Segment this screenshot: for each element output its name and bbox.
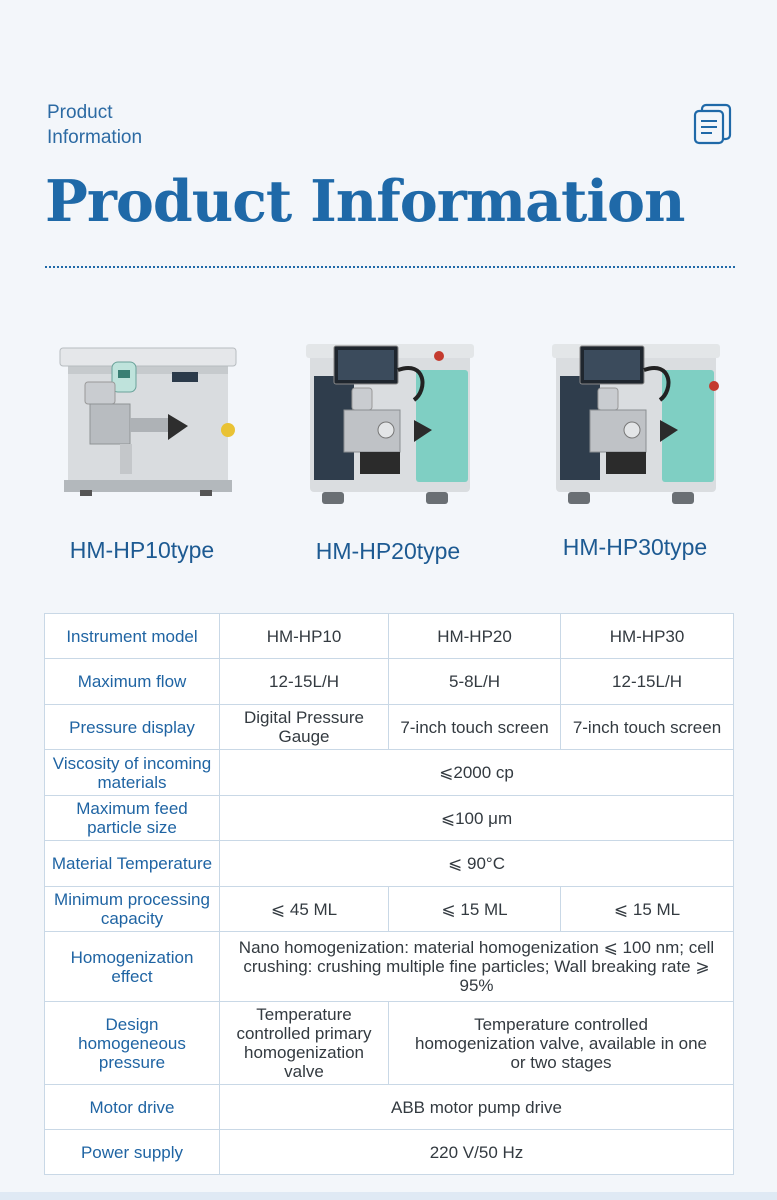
cell-value: HM-HP10 bbox=[220, 614, 389, 659]
homogenizer-hp20-image bbox=[296, 330, 476, 515]
section-kicker bbox=[47, 100, 142, 150]
product-label-hp30: HM-HP30type bbox=[562, 534, 708, 560]
product-card-hp30 bbox=[512, 330, 752, 515]
row-label-instrument-model: Instrument model bbox=[45, 614, 220, 659]
cell-value: 12-15L/H bbox=[220, 659, 389, 705]
spec-table bbox=[44, 613, 734, 1175]
row-label-material-temperature: Material Temperature bbox=[45, 841, 220, 887]
page-title: Product Information bbox=[45, 168, 685, 235]
cell-value: 12-15L/H bbox=[561, 659, 734, 705]
cell-value: ⩽ 45 ML bbox=[220, 887, 389, 932]
table-row bbox=[45, 887, 734, 932]
row-label-viscosity: Viscosity of incoming materials bbox=[45, 750, 220, 796]
cell-value: ⩽ 15 ML bbox=[389, 887, 561, 932]
cell-value: ABB motor pump drive bbox=[220, 1085, 734, 1130]
cell-value: Nano homogenization: material homogenization ⩽ 100 nm; cell crushing: crushing multiple fine particles; Wall breaking rate ⩾ 95% bbox=[220, 932, 734, 1002]
table-row bbox=[45, 705, 734, 750]
table-row bbox=[45, 614, 734, 659]
cell-value: 5-8L/H bbox=[389, 659, 561, 705]
cell-value: 7-inch touch screen bbox=[561, 705, 734, 750]
product-card-hp20 bbox=[266, 330, 506, 515]
row-label-power-supply: Power supply bbox=[45, 1130, 220, 1175]
title-divider bbox=[45, 266, 735, 268]
product-card-hp10 bbox=[25, 330, 265, 510]
cell-value: ⩽2000 cp bbox=[220, 750, 734, 796]
table-row bbox=[45, 1002, 734, 1085]
row-label-design-pressure: Design homogeneous pressure bbox=[45, 1002, 220, 1085]
cell-value: Temperature controlled primary homogenization valve bbox=[220, 1002, 389, 1085]
cell-value: ⩽ 90°C bbox=[220, 841, 734, 887]
table-row bbox=[45, 659, 734, 705]
homogenizer-hp30-image bbox=[542, 330, 722, 515]
cell-value: HM-HP20 bbox=[389, 614, 561, 659]
table-row bbox=[45, 932, 734, 1002]
cell-value: Digital Pressure Gauge bbox=[220, 705, 389, 750]
bottom-band bbox=[0, 1192, 777, 1200]
cell-value: 7-inch touch screen bbox=[389, 705, 561, 750]
row-label-motor-drive: Motor drive bbox=[45, 1085, 220, 1130]
product-label-hp10: HM-HP10type bbox=[69, 537, 215, 563]
document-icon bbox=[690, 101, 736, 147]
table-row bbox=[45, 750, 734, 796]
table-row bbox=[45, 796, 734, 841]
cell-value: Temperature controlled homogenization valve, available in one or two stages bbox=[389, 1002, 734, 1085]
row-label-min-capacity: Minimum processing capacity bbox=[45, 887, 220, 932]
row-label-feed-particle-size: Maximum feed particle size bbox=[45, 796, 220, 841]
cell-value: ⩽100 μm bbox=[220, 796, 734, 841]
product-label-hp20: HM-HP20type bbox=[315, 538, 461, 564]
row-label-maximum-flow: Maximum flow bbox=[45, 659, 220, 705]
cell-value: HM-HP30 bbox=[561, 614, 734, 659]
homogenizer-hp10-image bbox=[50, 330, 240, 510]
cell-value: ⩽ 15 ML bbox=[561, 887, 734, 932]
table-row bbox=[45, 1130, 734, 1175]
row-label-homogenization-effect: Homogenization effect bbox=[45, 932, 220, 1002]
cell-value: 220 V/50 Hz bbox=[220, 1130, 734, 1175]
row-label-pressure-display: Pressure display bbox=[45, 705, 220, 750]
section-kicker-line2: Information bbox=[47, 127, 143, 148]
product-gallery bbox=[0, 330, 777, 580]
table-row bbox=[45, 1085, 734, 1130]
section-kicker-line1: Product bbox=[47, 102, 113, 123]
table-row bbox=[45, 841, 734, 887]
